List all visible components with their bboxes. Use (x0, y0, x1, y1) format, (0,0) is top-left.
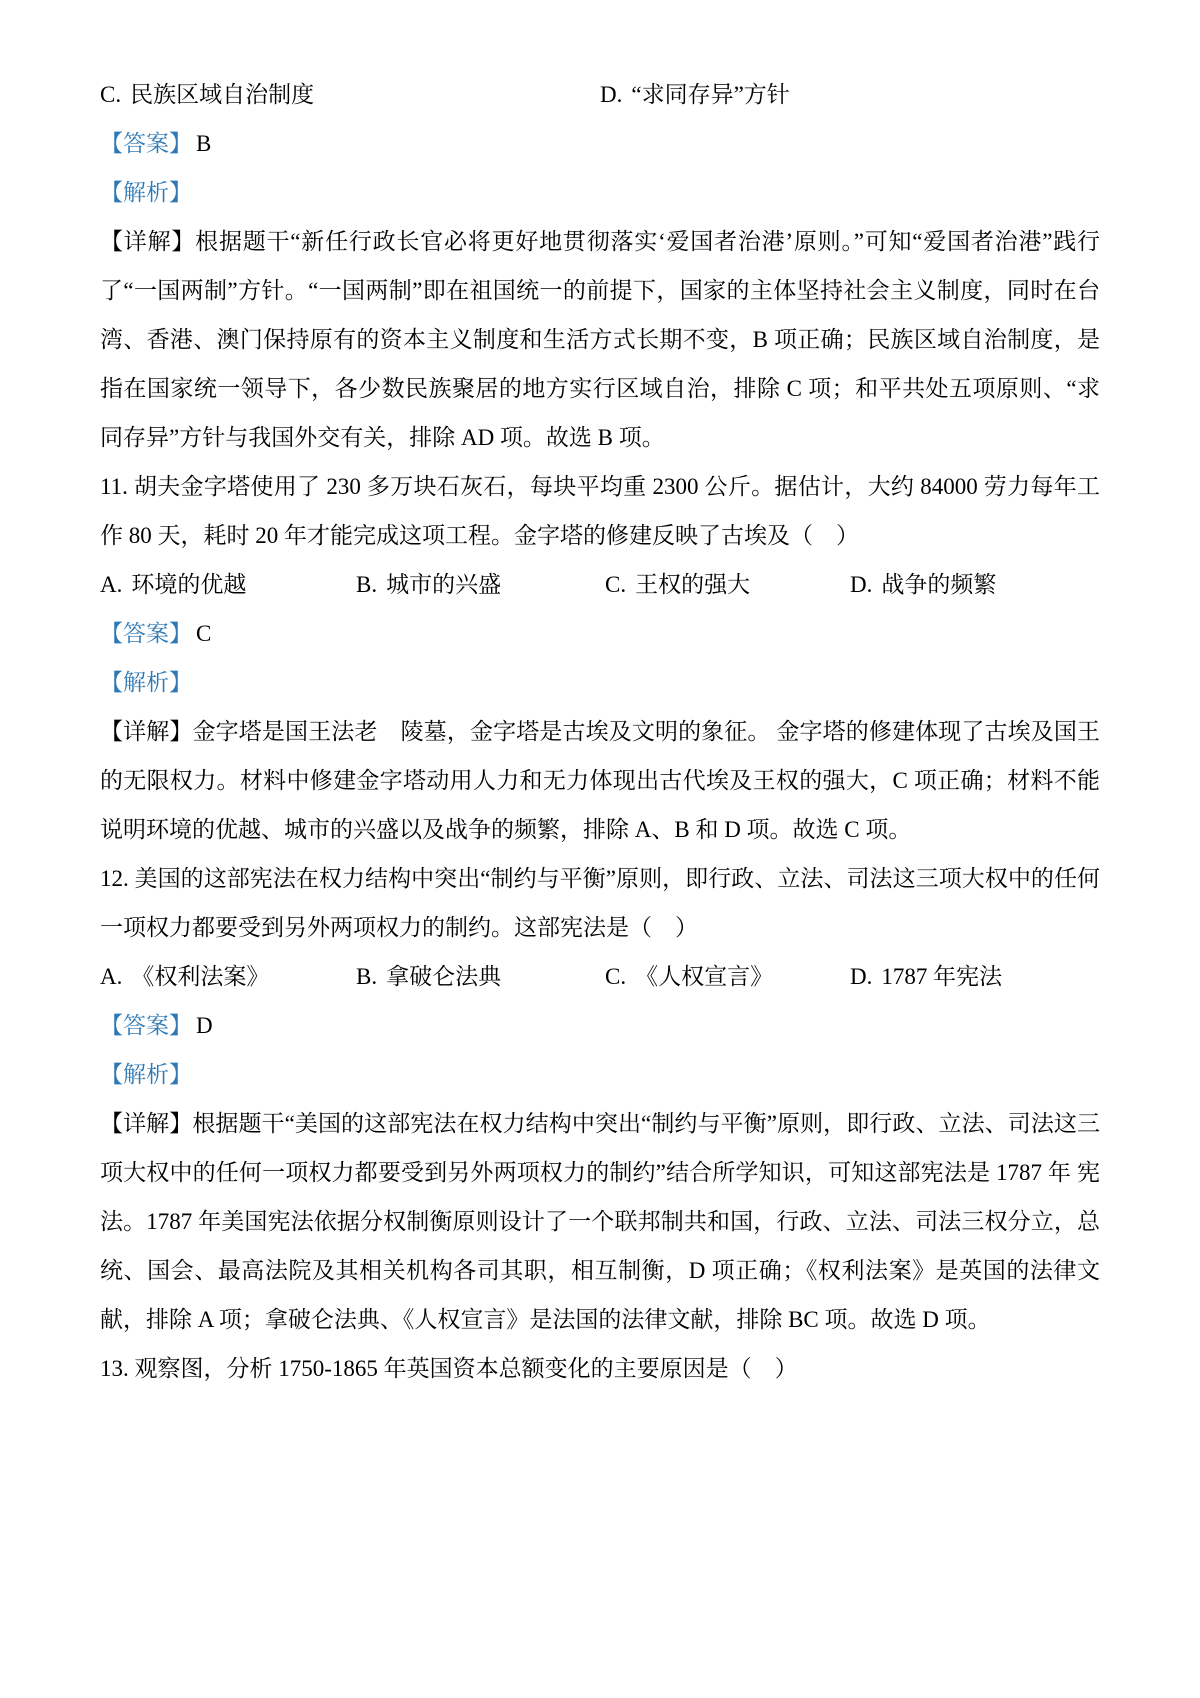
q12-answer-value: D (196, 1013, 213, 1038)
q10-detail-label: 【详解】 (100, 229, 196, 254)
q11-answer-line (100, 609, 1100, 658)
q10-option-d-key: D. (600, 82, 623, 107)
q12-option-b (356, 952, 605, 1001)
q10-options-row (100, 70, 1100, 119)
q10-detail-text: 根据题干“新任行政长官必将更好地贯彻落实‘爱国者治港’原则。”可知“爱国者治港”践行了“一国两制”方针。“一国两制”即在祖国统一的前提下，国家的主体坚持社会主义制度，同时在台湾、香港、澳门保持原有的资本主义制度和生活方式长期不变，B 项正确；民族区域自治制度，是指在国家统一领导下，各少数民族聚居的地方实行区域自治，排除 C 项；和平共处五项原则、“求同存异”方针与我国外交有关，排除 AD 项。故选 B 项。 (100, 229, 1101, 450)
q12-analysis-line (100, 1050, 1100, 1099)
q11-option-d-key: D. (850, 572, 873, 597)
q11-option-b-key: B. (356, 572, 378, 597)
q11-option-d (850, 560, 1100, 609)
q10-option-c-text: 民族区域自治制度 (130, 82, 315, 107)
q12-option-a-key: A. (100, 964, 123, 989)
q11-option-c-key: C. (605, 572, 627, 597)
q12-option-d-text: 1787 年宪法 (881, 964, 1003, 989)
q12-option-b-text: 拿破仑法典 (386, 964, 502, 989)
q11-option-a (100, 560, 356, 609)
q12-answer-label: 【答案】 (100, 1013, 192, 1038)
q10-analysis-label: 【解析】 (100, 180, 192, 205)
q12-option-b-key: B. (356, 964, 378, 989)
q11-analysis-line (100, 658, 1100, 707)
q12-detail-text: 根据题干“美国的这部宪法在权力结构中突出“制约与平衡”原则，即行政、立法、司法这三项大权中的任何一项权力都要受到另外两项权力的制约”结合所学知识，可知这部宪法是 1787 年 宪法。1787 年美国宪法依据分权制衡原则设计了一个联邦制共和国，行政、立法、司法三权分立，总统、国会、最高法院及其相关机构各司其职，相互制衡，D 项正确；《权利法案》是英国的法律文献，排除 A 项；拿破仑法典、《人权宣言》是法国的法律文献，排除 BC 项。故选 D 项。 (100, 1111, 1100, 1332)
q12-option-d-key: D. (850, 964, 873, 989)
q11-option-b (356, 560, 605, 609)
q11-option-d-text: 战争的频繁 (881, 572, 997, 597)
q12-detail-label: 【详解】 (100, 1111, 193, 1136)
q12-option-a (100, 952, 356, 1001)
q12-analysis-label: 【解析】 (100, 1062, 192, 1087)
q10-answer-label: 【答案】 (100, 131, 192, 156)
q11-stem: 11. 胡夫金字塔使用了 230 多万块石灰石，每块平均重 2300 公斤。据估计，大约 84000 劳力每年工作 80 天，耗时 20 年才能完成这项工程。金字塔的修建反映了古埃及（ ） (100, 474, 1100, 548)
q12-option-c-text: 《人权宣言》 (635, 964, 774, 989)
q10-option-c (100, 70, 600, 119)
q11-option-a-key: A. (100, 572, 123, 597)
q11-option-c-text: 王权的强大 (635, 572, 751, 597)
q11-answer-label: 【答案】 (100, 621, 192, 646)
q12-option-c (605, 952, 850, 1001)
q13-stem: 13. 观察图，分析 1750-1865 年英国资本总额变化的主要原因是（ ） (100, 1356, 798, 1381)
q12-stem: 12. 美国的这部宪法在权力结构中突出“制约与平衡”原则，即行政、立法、司法这三项大权中的任何一项权力都要受到另外两项权力的制约。这部宪法是（ ） (100, 866, 1100, 940)
q12-options-row (100, 952, 1100, 1001)
q11-detail-paragraph (100, 707, 1100, 854)
q10-option-d (600, 70, 1100, 119)
q11-answer-value: C (196, 621, 212, 646)
q10-detail-paragraph (100, 217, 1100, 462)
q10-answer-line (100, 119, 1100, 168)
q11-detail-text: 金字塔是国王法老 陵墓，金字塔是古埃及文明的象征。 金字塔的修建体现了古埃及国王的无限权力。材料中修建金字塔动用人力和无力体现出古代埃及王权的强大，C 项正确；材料不能说明环境的优越、城市的兴盛以及战争的频繁，排除 A、B 和 D 项。故选 C 项。 (100, 719, 1101, 842)
q11-option-b-text: 城市的兴盛 (386, 572, 502, 597)
q10-option-c-key: C. (100, 82, 122, 107)
q12-option-a-text: 《权利法案》 (131, 964, 270, 989)
q12-detail-paragraph (100, 1099, 1100, 1344)
q10-option-d-text: “求同存异”方针 (631, 82, 790, 107)
q10-analysis-line (100, 168, 1100, 217)
q12-answer-line (100, 1001, 1100, 1050)
q11-options-row (100, 560, 1100, 609)
q11-option-a-text: 环境的优越 (131, 572, 247, 597)
q11-detail-label: 【详解】 (100, 719, 193, 744)
q11-analysis-label: 【解析】 (100, 670, 192, 695)
q11-option-c (605, 560, 850, 609)
q10-answer-value: B (196, 131, 212, 156)
q12-option-c-key: C. (605, 964, 627, 989)
q12-option-d (850, 952, 1100, 1001)
